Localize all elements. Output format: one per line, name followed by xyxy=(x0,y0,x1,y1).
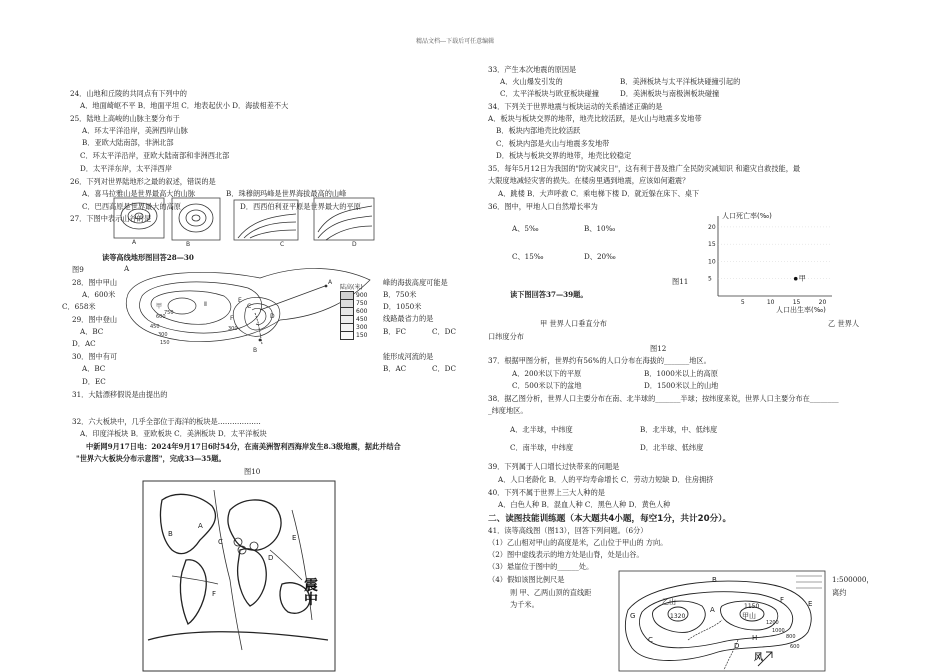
q25-option-c: C．环太平洋沿岸，亚欧大陆南部和非洲西北部 xyxy=(80,151,230,160)
q30-option-b: B．AC xyxy=(383,364,407,373)
intro-37-39: 读下图回答37—39题。 xyxy=(510,290,588,299)
q28-option-d: D．1050米 xyxy=(383,302,422,311)
y-tick-label-3: 20 xyxy=(708,223,716,231)
x-tick-label-1: 10 xyxy=(766,299,775,306)
fig12-label-yi-2: 口纬度分布 xyxy=(488,332,524,341)
q26-option-b: B．珠穆朗玛峰是世界海拔最高的山峰 xyxy=(226,189,347,198)
q33-option-c: C．太平洋板块与欧亚板块碰撞 xyxy=(500,89,599,98)
q28-option-b: B．750米 xyxy=(383,290,417,299)
contour-450: 450 xyxy=(150,324,160,330)
map-label-b: B xyxy=(186,241,191,248)
map13-label-b: B xyxy=(712,576,717,584)
map13-label-e: E xyxy=(808,600,813,608)
q41-part-4: （4）假如该图比例尺是 xyxy=(488,575,565,584)
map13-contour-800: 800 xyxy=(786,634,796,640)
q27-contour-maps xyxy=(110,192,390,248)
legend-600: 600 xyxy=(356,307,368,315)
question-33: 33．产生本次地震的原因是 xyxy=(488,65,577,74)
q24-options: A．地面崎岖不平 B．地面平坦 C．地表起伏小 D．海拔相差不大 xyxy=(80,101,289,110)
topo-point-b: B xyxy=(253,347,258,354)
q39-options: A．人口老龄化 B．人的平均寿命增长 C．劳动力短缺 D．住房拥挤 xyxy=(498,475,714,484)
y-tick-label-1: 10 xyxy=(708,258,716,266)
fig10-label: 图10 xyxy=(244,467,261,476)
q37-option-d: D．1500米以上的山地 xyxy=(644,381,719,390)
q33-option-b: B．美洲板块与太平洋板块碰撞引起的 xyxy=(620,77,741,86)
map-label-c: C xyxy=(280,241,285,248)
q38-option-d: D．北半球、低纬度 xyxy=(640,443,704,452)
question-36: 36．图中，甲地人口自然增长率为 xyxy=(488,202,598,211)
q41-part-2: （2）图中虚线表示的地方处是山脊，处是山谷。 xyxy=(488,550,644,559)
scale-text-2: 离约 xyxy=(832,588,847,597)
legend-900: 900 xyxy=(356,291,368,299)
contour-300: 300 xyxy=(158,332,168,338)
map-c xyxy=(234,200,298,240)
scale-text: 1:500000， xyxy=(832,575,874,584)
legend-300: 300 xyxy=(356,323,368,331)
contour-750: 750 xyxy=(164,310,174,316)
x-tick-label-2: 15 xyxy=(792,299,801,306)
q36-option-d: D、20‰ xyxy=(584,252,616,261)
legend-title: 陆高(米) xyxy=(340,284,363,291)
plate-label-f: F xyxy=(212,590,217,598)
question-24: 24．山地和丘陵的共同点有下列中的 xyxy=(70,89,187,98)
plate-label-b: B xyxy=(168,530,173,538)
fig12-label-yi: 乙 世界人 xyxy=(828,319,860,328)
contour-600: 600 xyxy=(156,314,166,320)
news-line-1: 中新网9月17日电：2024年9月17日6时54分，在南美洲智利西海岸发生8.3级地震，据此并结合 xyxy=(86,442,401,451)
topo-point-e: E xyxy=(238,297,242,304)
legend-450: 450 xyxy=(356,315,368,323)
fig9-label: 图9 xyxy=(72,265,84,274)
q26-option-c: C．巴西高原是世界最大的高原 xyxy=(82,202,181,211)
q37-option-a: A．200米以下的平原 xyxy=(512,369,582,378)
question-29: 29．图中登山 xyxy=(72,315,118,324)
map13-label-d: D xyxy=(734,642,740,650)
quake-label-1: 震 xyxy=(304,578,318,594)
question-37: 37．根据甲图分析，世界约有56%的人口分布在海拔的_______地区。 xyxy=(488,356,711,365)
q33-option-d: D．美洲板块与南极洲板块碰撞 xyxy=(620,89,720,98)
question-38-line1: 38．据乙图分析，世界人口主要分布在南、北半球的_______半球；按纬度来说，世界人口主要分布在________ xyxy=(488,394,839,403)
question-39: 39．下列属于人口增长过快带来的问题是 xyxy=(488,462,620,471)
topo-point-a: A xyxy=(328,279,333,286)
x-tick-label-3: 20 xyxy=(818,299,827,306)
quake-label-2: 中 xyxy=(304,592,318,608)
question-28-right: 峰的海拔高度可能是 xyxy=(383,278,448,287)
q40-options: A．白色人种 B．混血人种 C．黑色人种 D．黄色人种 xyxy=(498,500,671,509)
news-line-2: "世界六大板块分布示意图"，完成33—35题。 xyxy=(76,454,226,463)
map13-label-a: A xyxy=(710,606,715,614)
fig12-label-jia: 甲 世界人口垂直分布 xyxy=(540,319,607,328)
map-label-d: D xyxy=(352,241,357,248)
chart-y-label: 人口死亡率(‰) xyxy=(722,212,772,220)
topo-point-2: Ⅱ xyxy=(204,301,207,308)
question-35-line1: 35．每年5月12日为我国的"防灾减灾日"，这有利于普及推广全民防灾减知识 和避灾自救技能，最 xyxy=(488,164,801,173)
y-tick-label-0: 5 xyxy=(708,275,712,283)
q38-option-c: C．南半球，中纬度 xyxy=(510,443,574,452)
q38-option-a: A．北半球，中纬度 xyxy=(510,425,573,434)
map13-contour-600: 600 xyxy=(790,644,800,650)
section-2-heading: 二、读图技能训练题（本大题共4小题，每空1分，共计20分）。 xyxy=(488,514,732,524)
intro-28-30: 读等高线地形图回答28—30 xyxy=(102,253,194,262)
q26-option-a: A．喜马拉雅山是世界最高大的山脉 xyxy=(82,189,196,198)
q29-option-d: D．AC xyxy=(72,339,96,348)
question-32: 32．六大板块中，几乎全部位于海洋的板块是……………… xyxy=(72,417,261,426)
contour-300b: 300 xyxy=(228,326,238,332)
q34-option-a: A．板块与板块交界的地带，地壳比较活跃，是火山与地震多发地带 xyxy=(488,114,702,123)
plate-label-d: D xyxy=(268,554,274,562)
plate-label-c: C xyxy=(218,538,223,546)
map-label-a: A xyxy=(132,239,137,246)
plate-label-a: A xyxy=(198,522,203,530)
page-header: 精品文档---下载后可任意编辑 xyxy=(416,38,495,45)
map13-label-yishan: 乙山 xyxy=(662,598,676,606)
map13-label-c: C xyxy=(648,636,653,644)
q41-part-3: （3）悬崖位于图中的______处。 xyxy=(488,562,594,571)
map13-label-f: F xyxy=(780,596,785,604)
map13-label-h: H xyxy=(752,634,758,642)
question-40: 40．下列不属于世界上三大人种的是 xyxy=(488,488,605,497)
fig11-birth-death-chart xyxy=(690,208,850,316)
x-tick-label-0: 5 xyxy=(740,299,745,306)
q37-option-c: C．500米以下的盆地 xyxy=(512,381,582,390)
map-b xyxy=(172,198,220,240)
q41-part-4b: 则 甲、乙两山顶的直线距 xyxy=(510,588,592,597)
question-25: 25．陆地上高峻的山脉主要分布于 xyxy=(70,114,180,123)
question-26: 26．下列对世界陆地形之最的叙述，错误的是 xyxy=(70,177,216,186)
chart-x-label: 人口出生率(‰) xyxy=(776,306,826,314)
q29-option-a: A．BC xyxy=(80,327,104,336)
map13-contour-1000: 1000 xyxy=(772,628,785,634)
q25-option-a: A．环太平洋沿岸，美洲西岸山脉 xyxy=(82,126,188,135)
data-point-0 xyxy=(794,277,798,281)
map-d xyxy=(314,198,374,240)
question-41: 41．读等高线图（图13），回答下列问题。（6分） xyxy=(488,526,648,535)
question-28: 28．图中甲山 xyxy=(72,278,118,287)
plate-label-e: E xyxy=(292,534,297,542)
legend-150: 150 xyxy=(356,331,368,339)
map13-label-g: G xyxy=(630,612,636,620)
question-38-line2: _纬度地区。 xyxy=(488,406,528,415)
q32-options: A．印度洋板块 B．亚欧板块 C．美洲板块 D．太平洋板块 xyxy=(80,429,267,438)
topo-point-d: D xyxy=(270,313,275,320)
q36-option-b: B、10‰ xyxy=(584,224,616,233)
legend-750: 750 xyxy=(356,299,368,307)
map13-label-jiashan: 甲山 xyxy=(742,612,756,620)
question-30: 30．图中有可 xyxy=(72,352,118,361)
y-tick-label-2: 15 xyxy=(708,241,716,249)
fig12-label: 图12 xyxy=(650,344,667,353)
question-35-line2: 大限度地减轻灾害的损失。在楼房里遇到地震，应该如何避震？ xyxy=(488,176,690,185)
q38-option-b: B．北半球，中、低纬度 xyxy=(640,425,718,434)
topo-legend xyxy=(340,282,367,339)
q41-part-1: （1）乙山相对甲山的高度是米，乙山位于甲山的 方向。 xyxy=(488,538,668,547)
question-27: 27．下图中表示山谷的是 xyxy=(70,214,152,223)
question-34: 34．下列关于世界地震与板块运动的关系描述正确的是 xyxy=(488,102,663,111)
q29-option-c: C．DC xyxy=(432,327,456,336)
map13-contour-1200: 1200 xyxy=(766,620,779,626)
topo-point-f: F xyxy=(230,315,234,322)
q37-option-b: B．1000米以上的高原 xyxy=(644,369,718,378)
q36-option-a: A、5‰ xyxy=(512,224,539,233)
q26-option-d: D．西西伯利亚平原是世界最大的平原 xyxy=(240,202,361,211)
map13-label-1320: 1320 xyxy=(670,613,686,620)
fig10-plates-map xyxy=(142,480,338,672)
fig13-contour-map xyxy=(618,570,826,672)
q41-part-4c: 为千米。 xyxy=(510,600,539,609)
question-30-right: 能形成河流的是 xyxy=(383,352,434,361)
q33-option-a: A．火山爆发引发的 xyxy=(500,77,563,86)
q34-option-b: B．板块内部地壳比较活跃 xyxy=(496,126,581,135)
map13-label-1150: 1150 xyxy=(744,603,760,610)
map-a xyxy=(114,198,164,238)
map13-label-wind: 风 xyxy=(754,653,764,663)
q34-option-c: C．板块内部是火山与地震多发地带 xyxy=(496,139,610,148)
topo-point-jia: 甲 xyxy=(156,303,163,310)
fig9-letter: A xyxy=(124,264,130,273)
data-point-label-0: 甲 xyxy=(798,274,806,283)
q28-option-c: C．658米 xyxy=(62,302,96,311)
contour-150: 150 xyxy=(160,340,170,346)
question-31: 31．大陆漂移假说是由提出的 xyxy=(72,390,168,399)
q30-option-a: A．BC xyxy=(82,364,106,373)
q28-option-a: A．600米 xyxy=(82,290,116,299)
q34-option-d: D．板块与板块交界的地带，地壳比较稳定 xyxy=(496,151,632,160)
q30-option-c: C．DC xyxy=(432,364,456,373)
q25-option-d: D．太平洋东岸，太平洋西岸 xyxy=(80,164,173,173)
question-29-right: 线路最省力的是 xyxy=(383,314,434,323)
q29-option-b: B．FC xyxy=(383,327,406,336)
fig11-label: 图11 xyxy=(672,277,689,286)
q35-options: A．跳楼 B．大声呼救 C．乘电梯下楼 D．就近躲在床下、桌下 xyxy=(498,189,700,198)
q30-option-d: D．EC xyxy=(82,377,106,386)
q36-option-c: C、15‰ xyxy=(512,252,544,261)
topo-point-c: C xyxy=(247,303,252,310)
q25-option-b: B．亚欧大陆南部，非洲北部 xyxy=(82,138,174,147)
